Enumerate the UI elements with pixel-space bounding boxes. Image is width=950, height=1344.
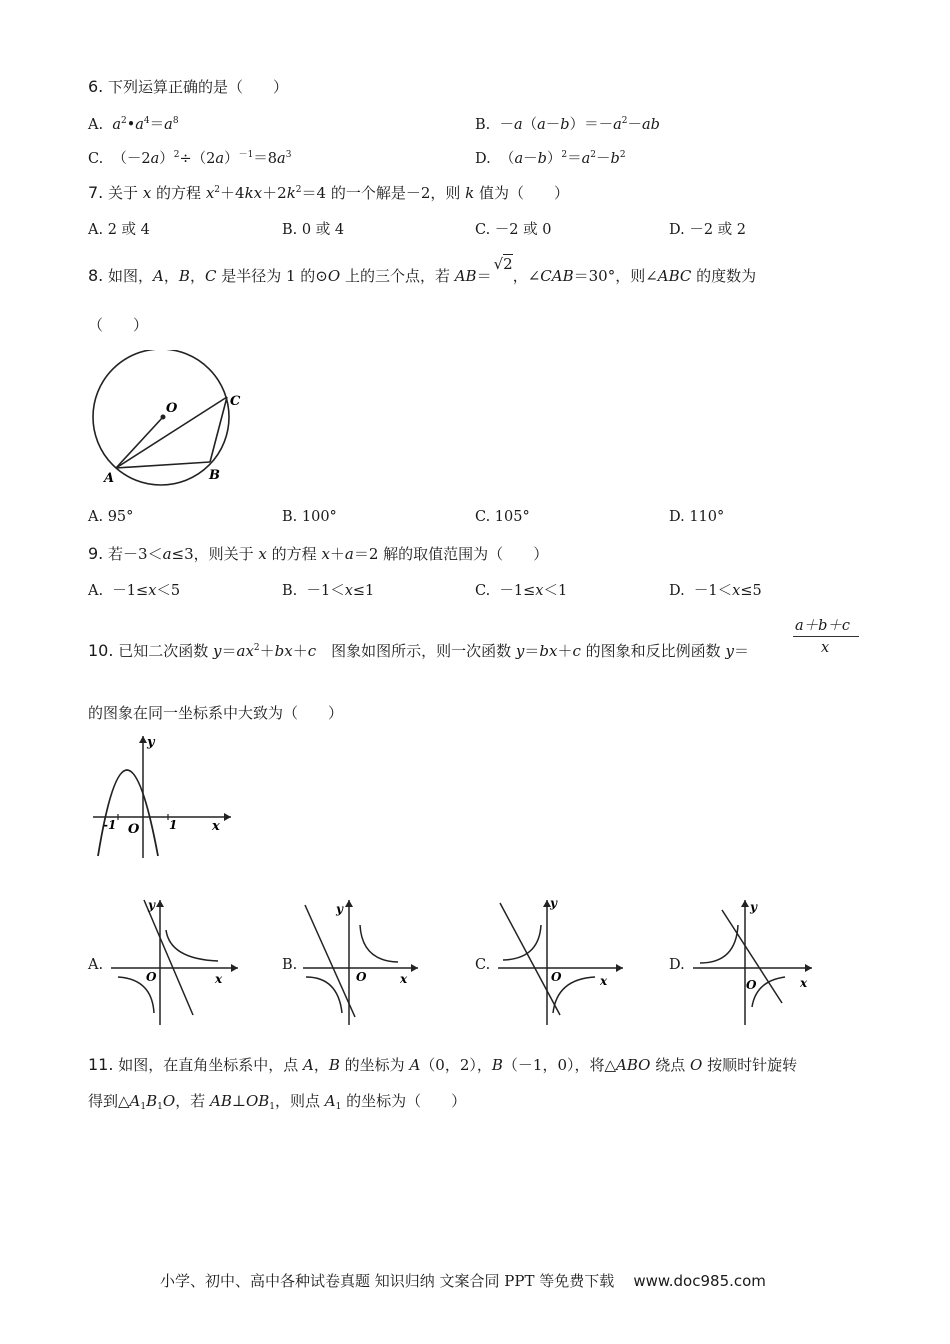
q10-option-c-label: C. <box>475 957 491 973</box>
footer <box>160 1270 766 1291</box>
q6-number: 6. <box>88 77 104 96</box>
q10-option-a-graph <box>108 895 243 1030</box>
q8-number: 8. <box>88 266 104 285</box>
label-a: A <box>104 471 115 486</box>
footer-url[interactable]: www.doc985.com <box>633 1272 766 1290</box>
q10-option-a-label: A. <box>88 957 104 973</box>
label-y: y <box>147 735 155 750</box>
q11-stem-line1: 11. 如图，在直角坐标系中，点 A，B 的坐标为 A（0，2），B（－1，0），将△ABO 绕点 O 按顺时针旋转 <box>88 1055 798 1074</box>
footer-text: 小学、初中、高中各种试卷真题 知识归纳 文案合同 PPT 等免费下载 <box>160 1272 615 1290</box>
label-o: O <box>128 822 140 837</box>
option-text: 2 或 4 <box>107 222 150 238</box>
option-text: 0 或 4 <box>301 222 345 238</box>
option-label: D. <box>669 583 685 599</box>
q10-fraction-numerator: a＋b＋c <box>795 618 851 634</box>
q8-paren: （ ） <box>88 316 149 334</box>
q9-stem: 9. 若－3＜a≤3，则关于 x 的方程 x＋a＝2 解的取值范围为（ ） <box>88 544 549 563</box>
option-text: －2 或 2 <box>689 222 746 238</box>
option-label: A. <box>88 583 104 599</box>
q10-option-b-graph <box>300 895 435 1030</box>
label-o: O <box>166 401 178 416</box>
q8-option-d <box>669 509 724 525</box>
svg-text:O: O <box>356 970 367 984</box>
svg-text:x: x <box>800 976 808 990</box>
svg-text:O: O <box>746 978 757 992</box>
option-text: 100° <box>301 509 337 525</box>
y-axis-arrow <box>139 736 147 743</box>
svg-text:x: x <box>400 972 408 986</box>
q8-option-b <box>282 509 337 525</box>
label-x: x <box>212 819 220 834</box>
option-label: A. <box>88 509 104 525</box>
q9-option-b: B. －1＜x≤1 <box>282 583 375 599</box>
option-label: B. <box>282 509 298 525</box>
q10-option-d-label: D. <box>669 957 685 973</box>
option-label: A. <box>88 222 104 238</box>
svg-text:y: y <box>336 902 343 916</box>
q7-option-d <box>669 218 746 239</box>
segment-ab <box>116 462 210 468</box>
option-text: 95° <box>107 509 134 525</box>
option-text: 105° <box>494 509 530 525</box>
q8-option-c <box>475 509 530 525</box>
option-label: D. <box>475 151 491 167</box>
q6-option-d: D. $(a-b)^2=a^2-b^2$ <box>475 150 626 167</box>
svg-text:O: O <box>551 970 562 984</box>
q6-option-c: C. $(-2a)^2\div(2a)^{-1}=8a^3$ <box>88 150 292 167</box>
q9-number: 9. <box>88 544 104 563</box>
label-minus-1: -1 <box>103 818 117 832</box>
q10-number: 10. <box>88 641 114 660</box>
q11-number: 11. <box>88 1055 114 1074</box>
q8-option-a <box>88 509 133 525</box>
q10-fraction-denominator: x <box>821 640 830 656</box>
parabola-curve <box>98 770 158 856</box>
center-dot <box>161 415 166 420</box>
q6-stem <box>88 76 288 97</box>
option-label: C. <box>475 509 491 525</box>
q6-option-a: A. $a^2•a^4=a^8$ <box>88 116 179 133</box>
option-label: C. <box>475 222 491 238</box>
option-text: －2 或 0 <box>494 222 552 238</box>
label-c: C <box>230 394 241 409</box>
q10-parabola-figure <box>88 732 238 862</box>
option-label: C. <box>475 583 491 599</box>
svg-text:x: x <box>215 972 223 986</box>
option-label: B. <box>282 222 298 238</box>
q7-stem: 7. 关于 x 的方程 $x^2+4kx+2k^2=4$ 的一个解是－2，则 k 值为（ ） <box>88 183 570 202</box>
q7-option-b <box>282 218 344 239</box>
q6-stem-text: 下列运算正确的是（ ） <box>108 78 289 96</box>
q10-option-c-graph <box>495 895 630 1030</box>
label-plus-1: 1 <box>169 818 178 832</box>
q9-option-a: A. －1≤x＜5 <box>88 583 181 599</box>
q7-number: 7. <box>88 183 104 202</box>
q10-stem: 10. 已知二次函数 $y=ax^2+bx+c$ 图象如图所示，则一次函数 y＝bx＋c 的图象和反比例函数 y＝ <box>88 641 749 660</box>
option-label: C. <box>88 151 104 167</box>
q9-option-c: C. －1≤x＜1 <box>475 583 568 599</box>
svg-text:y: y <box>148 898 155 912</box>
x-axis-arrow <box>224 813 231 821</box>
q10-option-d-graph <box>690 895 825 1030</box>
option-label: A. <box>88 117 104 133</box>
q11-stem-line2: 得到$\triangle A_1B_1O$，若 $AB\perp OB_1$，则点 $A_1$ 的坐标为（ ） <box>88 1092 467 1112</box>
q10-option-b-label: B. <box>282 957 298 973</box>
q8-stem: 8. 如图，A，B，C 是半径为 1 的⊙O 上的三个点，若 AB＝√2，∠CAB＝30°，则∠ABC 的度数为 <box>88 255 757 285</box>
option-label: B. <box>282 583 298 599</box>
q6-option-b: B. $-a(a-b)=-a^2-ab$ <box>475 116 660 133</box>
q9-option-d: D. －1＜x≤5 <box>669 583 762 599</box>
q7-option-a <box>88 218 150 239</box>
option-label: D. <box>669 509 685 525</box>
label-b: B <box>209 468 220 483</box>
svg-text:O: O <box>146 970 157 984</box>
q10-fraction-bar <box>793 636 859 637</box>
q7-option-c <box>475 218 551 239</box>
svg-text:x: x <box>600 974 608 988</box>
svg-text:y: y <box>750 900 757 914</box>
svg-text:y: y <box>550 896 557 910</box>
option-label: D. <box>669 222 685 238</box>
option-text: 110° <box>689 509 725 525</box>
q10-line2: 的图象在同一坐标系中大致为（ ） <box>88 704 344 722</box>
q8-circle-figure <box>88 350 248 490</box>
hyperbola-branch-1 <box>166 930 218 961</box>
option-label: B. <box>475 117 491 133</box>
